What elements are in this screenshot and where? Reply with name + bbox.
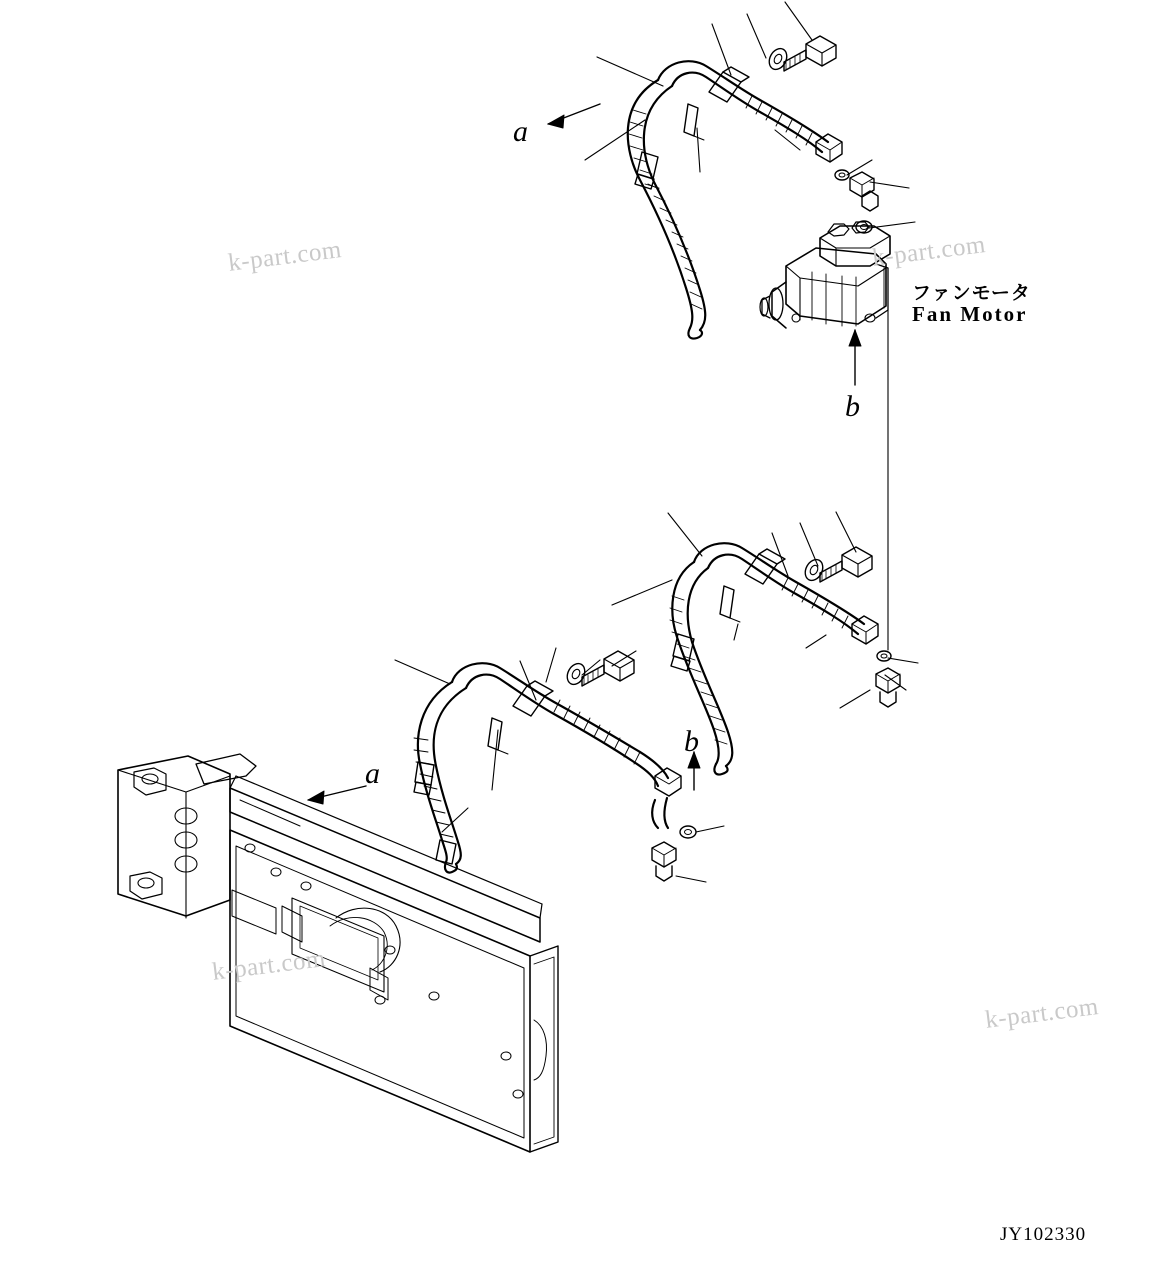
fan-motor-body bbox=[760, 222, 890, 328]
callout-arrow-b-top bbox=[849, 330, 861, 385]
watermark: k-part.com bbox=[210, 945, 328, 986]
watermark: k-part.com bbox=[870, 231, 988, 272]
watermark: k-part.com bbox=[983, 993, 1101, 1034]
callout-label-b-bottom: b bbox=[684, 725, 699, 758]
callout-arrow-a-bottom bbox=[308, 786, 366, 804]
callout-arrow-a-top bbox=[548, 104, 600, 128]
hose-outer-top bbox=[628, 80, 693, 328]
callout-label-a-top: a bbox=[513, 115, 528, 148]
leader-lines-bottom-right bbox=[612, 512, 918, 708]
radiator-frame bbox=[118, 754, 558, 1152]
drawing-number: JY102330 bbox=[1000, 1224, 1087, 1245]
watermark: k-part.com bbox=[226, 236, 344, 277]
fan-motor-label-english: Fan Motor bbox=[912, 302, 1028, 326]
callout-label-a-bottom: a bbox=[365, 757, 380, 790]
callout-label-b-top: b bbox=[845, 390, 860, 423]
fan-motor-label-japanese: ファンモータ bbox=[912, 282, 1031, 304]
